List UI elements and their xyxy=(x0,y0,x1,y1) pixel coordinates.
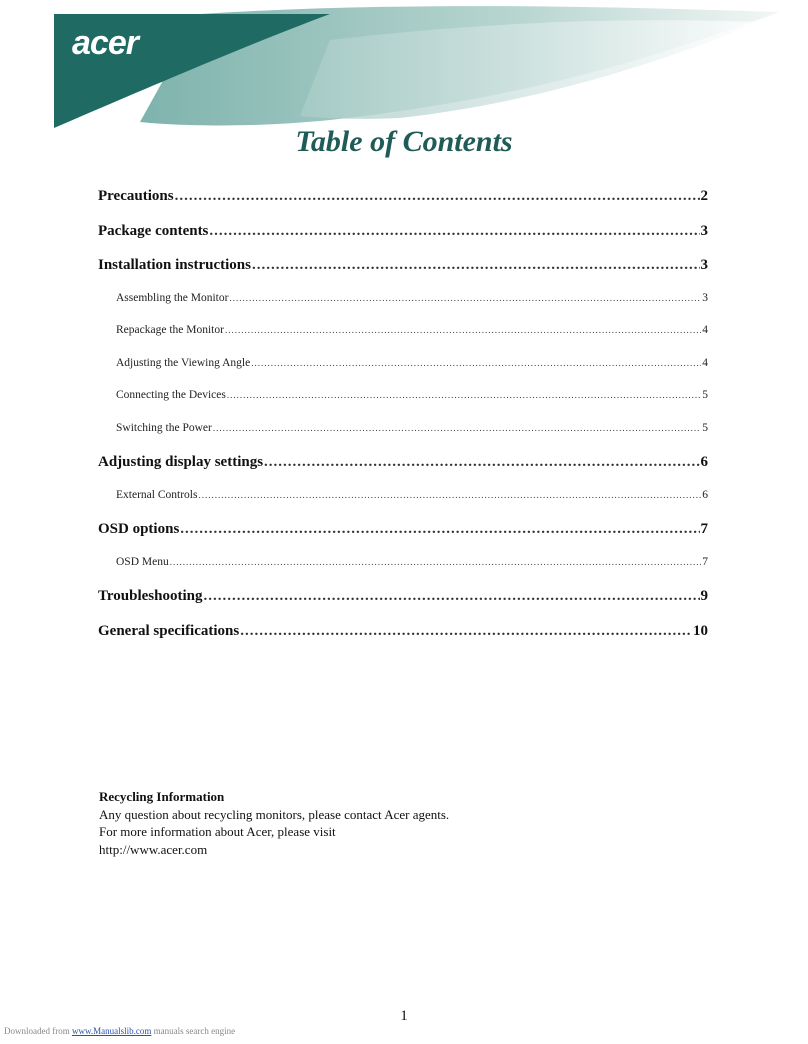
page-number: 1 xyxy=(400,1008,408,1024)
page-title: Table of Contents xyxy=(295,125,513,158)
toc-page-number: 4 xyxy=(702,356,708,369)
toc-label: OSD Menu xyxy=(116,555,169,568)
toc-leader-dots xyxy=(227,390,701,400)
toc-page-number: 6 xyxy=(702,488,708,501)
header-swoosh xyxy=(0,0,808,135)
download-footer xyxy=(4,1026,235,1036)
toc-page-number: 5 xyxy=(702,389,708,401)
toc-leader-dots xyxy=(209,223,699,240)
toc-label: OSD options xyxy=(98,521,180,537)
toc-leader-dots xyxy=(180,521,699,538)
toc-label: Switching the Power xyxy=(116,421,212,434)
toc-entry[interactable] xyxy=(98,188,708,223)
toc-leader-dots xyxy=(264,454,699,471)
toc-leader-dots xyxy=(252,257,700,274)
toc-leader-dots xyxy=(225,325,701,335)
toc-page-number: 7 xyxy=(700,521,708,537)
recycling-line: For more information about Acer, please visit xyxy=(99,824,336,839)
toc-page-number: 2 xyxy=(700,188,708,204)
acer-logo: acer xyxy=(72,24,138,62)
toc-leader-dots xyxy=(229,293,701,303)
toc-subentry[interactable] xyxy=(98,357,708,390)
toc-page-number: 9 xyxy=(700,588,708,604)
toc-label: Adjusting display settings xyxy=(98,454,264,470)
toc-leader-dots xyxy=(240,623,692,640)
toc-page-number: 3 xyxy=(700,257,708,273)
toc-label: Package contents xyxy=(98,222,209,239)
toc-entry[interactable] xyxy=(98,588,708,623)
toc-leader-dots xyxy=(203,588,699,605)
toc-entry[interactable] xyxy=(98,454,708,489)
footer-prefix: Downloaded from xyxy=(4,1026,70,1036)
toc-leader-dots xyxy=(213,423,701,433)
toc-page-number: 7 xyxy=(702,555,708,568)
toc-subentry[interactable] xyxy=(98,489,708,522)
table-of-contents xyxy=(98,188,708,657)
toc-label: External Controls xyxy=(116,488,198,501)
toc-label: Installation instructions xyxy=(98,257,251,273)
toc-label: General specifications xyxy=(98,622,240,639)
toc-page-number: 3 xyxy=(702,291,708,304)
toc-entry[interactable] xyxy=(98,521,708,556)
toc-entry[interactable] xyxy=(98,257,708,292)
recycling-url[interactable]: http://www.acer.com xyxy=(99,841,208,857)
toc-label: Precautions xyxy=(98,188,174,204)
toc-page-number: 5 xyxy=(702,421,708,434)
toc-label: Troubleshooting xyxy=(98,588,203,604)
footer-link[interactable]: www.Manualslib.com xyxy=(71,1026,152,1036)
toc-entry[interactable] xyxy=(98,623,708,658)
toc-leader-dots xyxy=(170,557,702,567)
toc-page-number: 4 xyxy=(702,324,708,336)
toc-leader-dots xyxy=(175,188,700,205)
footer-suffix: manuals search engine xyxy=(153,1026,236,1036)
toc-leader-dots xyxy=(198,490,701,500)
toc-leader-dots xyxy=(251,358,701,368)
toc-subentry[interactable] xyxy=(98,422,708,455)
recycling-line: Any question about recycling monitors, please contact Acer agents. xyxy=(99,806,450,822)
toc-label: Adjusting the Viewing Angle xyxy=(116,356,251,369)
toc-page-number: 3 xyxy=(700,222,708,239)
toc-label: Assembling the Monitor xyxy=(116,291,229,304)
toc-page-number: 6 xyxy=(700,454,708,470)
toc-page-number: 10 xyxy=(693,622,708,639)
toc-subentry[interactable] xyxy=(98,324,708,357)
toc-label: Connecting the Devices xyxy=(116,389,226,401)
toc-subentry[interactable] xyxy=(98,292,708,325)
toc-label: Repackage the Monitor xyxy=(116,324,224,336)
recycling-info xyxy=(99,788,599,858)
toc-subentry[interactable] xyxy=(98,389,708,422)
toc-subentry[interactable] xyxy=(98,556,708,589)
toc-entry[interactable] xyxy=(98,223,708,258)
recycling-title: Recycling Information xyxy=(99,789,225,804)
header-banner xyxy=(0,0,808,135)
